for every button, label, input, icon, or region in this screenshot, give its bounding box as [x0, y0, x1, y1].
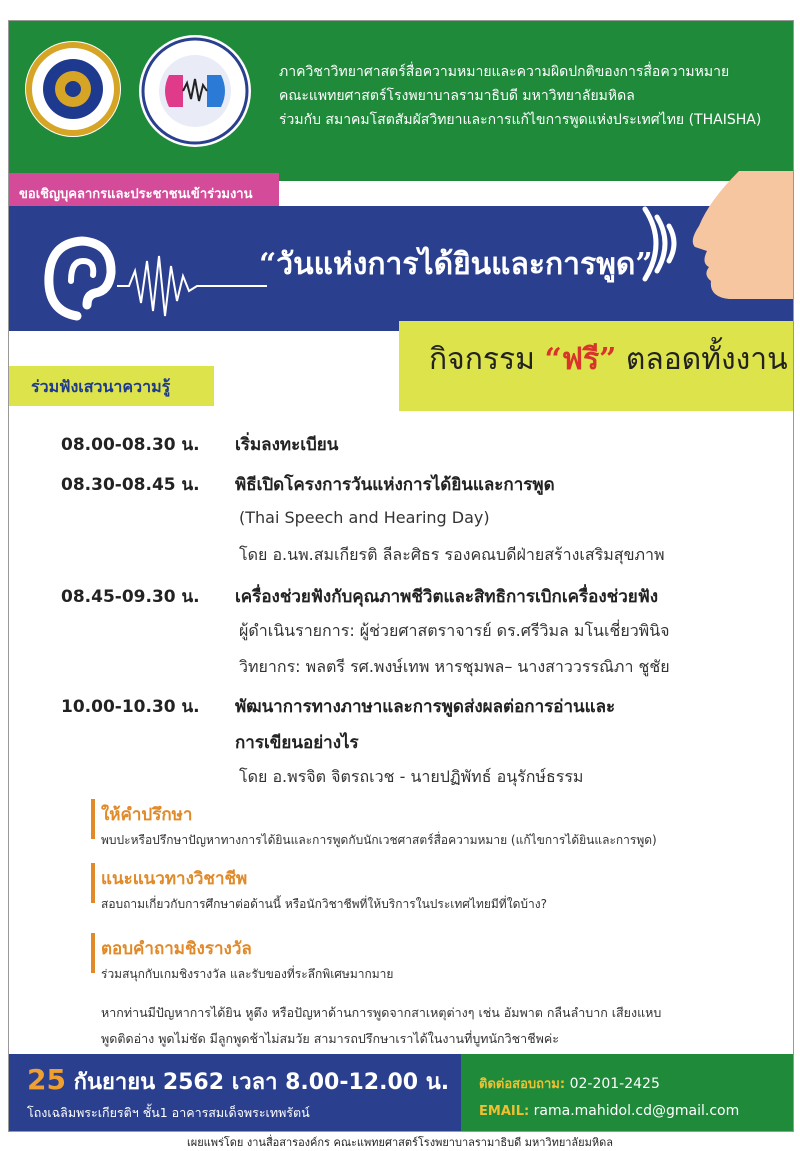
org-line-department: ภาควิชาวิทยาศาสตร์สื่อความหมายและความผิดปกติของการสื่อความหมาย: [279, 64, 730, 80]
activity-accent-bar: [91, 863, 95, 903]
event-title: “วันแห่งการได้ยินและการพูด”: [259, 247, 653, 282]
contact-email-row: [479, 1103, 739, 1119]
activity-title: แนะแนวทางวิชาชีพ: [101, 869, 248, 889]
advice-note: หากท่านมีปัญหาการได้ยิน หูตึง หรือปัญหาด้านการพูดจากสาเหตุต่างๆ เช่น อัมพาต กลืนลำบาก เสียงแหบ: [101, 1005, 662, 1020]
phone-label: ติดต่อสอบถาม:: [479, 1077, 570, 1092]
schedule-time: 10.00-10.30 น.: [61, 697, 200, 717]
activity-desc: สอบถามเกี่ยวกับการศึกษาต่อด้านนี้ หรือนักวิชาชีพที่ให้บริการในประเทศไทยมีที่ใดบ้าง?: [101, 897, 547, 911]
invite-text: ขอเชิญบุคลากรและประชาชนเข้าร่วมงาน: [19, 187, 253, 202]
event-date-time: กันยายน 2562 เวลา 8.00-12.00 น.: [65, 1070, 450, 1095]
schedule-title: พิธีเปิดโครงการวันแห่งการได้ยินและการพูด: [235, 475, 555, 495]
schedule-title: เริ่มลงทะเบียน: [235, 435, 339, 455]
free-prefix: กิจกรรม: [429, 342, 545, 377]
schedule-title: พัฒนาการทางภาษาและการพูดส่งผลต่อการอ่านและ: [235, 697, 616, 717]
advice-note: พูดติดอ่าง พูดไม่ชัด มีลูกพูดช้าไม่สมวัย สามารถปรึกษาเราได้ในงานที่บูทนักวิชาชีพค่ะ: [101, 1031, 559, 1046]
activity-title: ให้คำปรึกษา: [101, 805, 193, 825]
schedule-detail: โดย อ.นพ.สมเกียรติ ลีละศิธร รองคณบดีฝ่ายสร้างเสริมสุขภาพ: [239, 545, 665, 564]
org-line-association: ร่วมกับ สมาคมโสตสัมผัสวิทยาและการแก้ไขการพูดแห่งประเทศไทย (THAISHA): [279, 112, 762, 128]
schedule-detail: ผู้ดำเนินรายการ: ผู้ช่วยศาสตราจารย์ ดร.ศรีวิมล มโนเชี่ยวพินิจ: [239, 621, 670, 640]
schedule-title-continued: การเขียนอย่างไร: [235, 733, 359, 753]
event-day: 25: [27, 1063, 66, 1096]
schedule-title: เครื่องช่วยฟังกับคุณภาพชีวิตและสิทธิการเบิกเครื่องช่วยฟัง: [235, 587, 659, 607]
activity-accent-bar: [91, 799, 95, 839]
thaisha-logo: [139, 35, 251, 147]
phone-number[interactable]: 02-201-2425: [569, 1076, 660, 1092]
org-line-faculty: คณะแพทยศาสตร์โรงพยาบาลรามาธิบดี มหาวิทยาลัยมหิดล: [279, 88, 635, 104]
schedule-detail: โดย อ.พรจิต จิตรถเวช - นายปฏิพัทธ์ อนุรักษ์ธรรม: [239, 767, 584, 786]
activity-desc: พบปะหรือปรึกษาปัญหาทางการได้ยินและการพูดกับนักเวชศาสตร์สื่อความหมาย (แก้ไขการได้ยินและการพูด): [101, 833, 657, 847]
email-address[interactable]: rama.mahidol.cd@gmail.com: [529, 1103, 740, 1119]
activity-title: ตอบคำถามชิงรางวัล: [101, 939, 252, 959]
schedule-time: 08.45-09.30 น.: [61, 587, 200, 607]
schedule-time: 08.00-08.30 น.: [61, 435, 200, 455]
speaking-face-icon: [629, 171, 793, 321]
activity-accent-bar: [91, 933, 95, 973]
activity-desc: ร่วมสนุกกับเกมชิงรางวัล และรับของที่ระลึกพิเศษมากมาย: [101, 967, 394, 981]
schedule-detail: (Thai Speech and Hearing Day): [239, 508, 490, 527]
free-activity-text: [429, 336, 788, 383]
free-word: “ฟรี”: [544, 342, 617, 377]
schedule-detail: วิทยากร: พลตรี รศ.พงษ์เทพ หารชุมพล– นางสาววรรณิภา ชูชัย: [239, 657, 670, 676]
publisher-credit: เผยแพร่โดย งานสื่อสารองค์กร คณะแพทยศาสตร์โรงพยาบาลรามาธิบดี มหาวิทยาลัยมหิดล: [186, 1136, 614, 1149]
email-label: EMAIL:: [479, 1104, 530, 1119]
ear-soundwave-icon: [37, 231, 277, 331]
contact-phone-row: [479, 1073, 660, 1094]
seminar-label: ร่วมฟังเสวนาความรู้: [31, 377, 171, 396]
event-date: [27, 1063, 449, 1099]
event-venue: โถงเฉลิมพระเกียรติฯ ชั้น1 อาคารสมเด็จพระเทพรัตน์: [27, 1105, 310, 1120]
event-poster: [8, 20, 794, 1132]
free-suffix: ตลอดทั้งงาน: [616, 342, 788, 377]
mahidol-university-logo: [25, 41, 121, 137]
schedule-time: 08.30-08.45 น.: [61, 475, 200, 495]
